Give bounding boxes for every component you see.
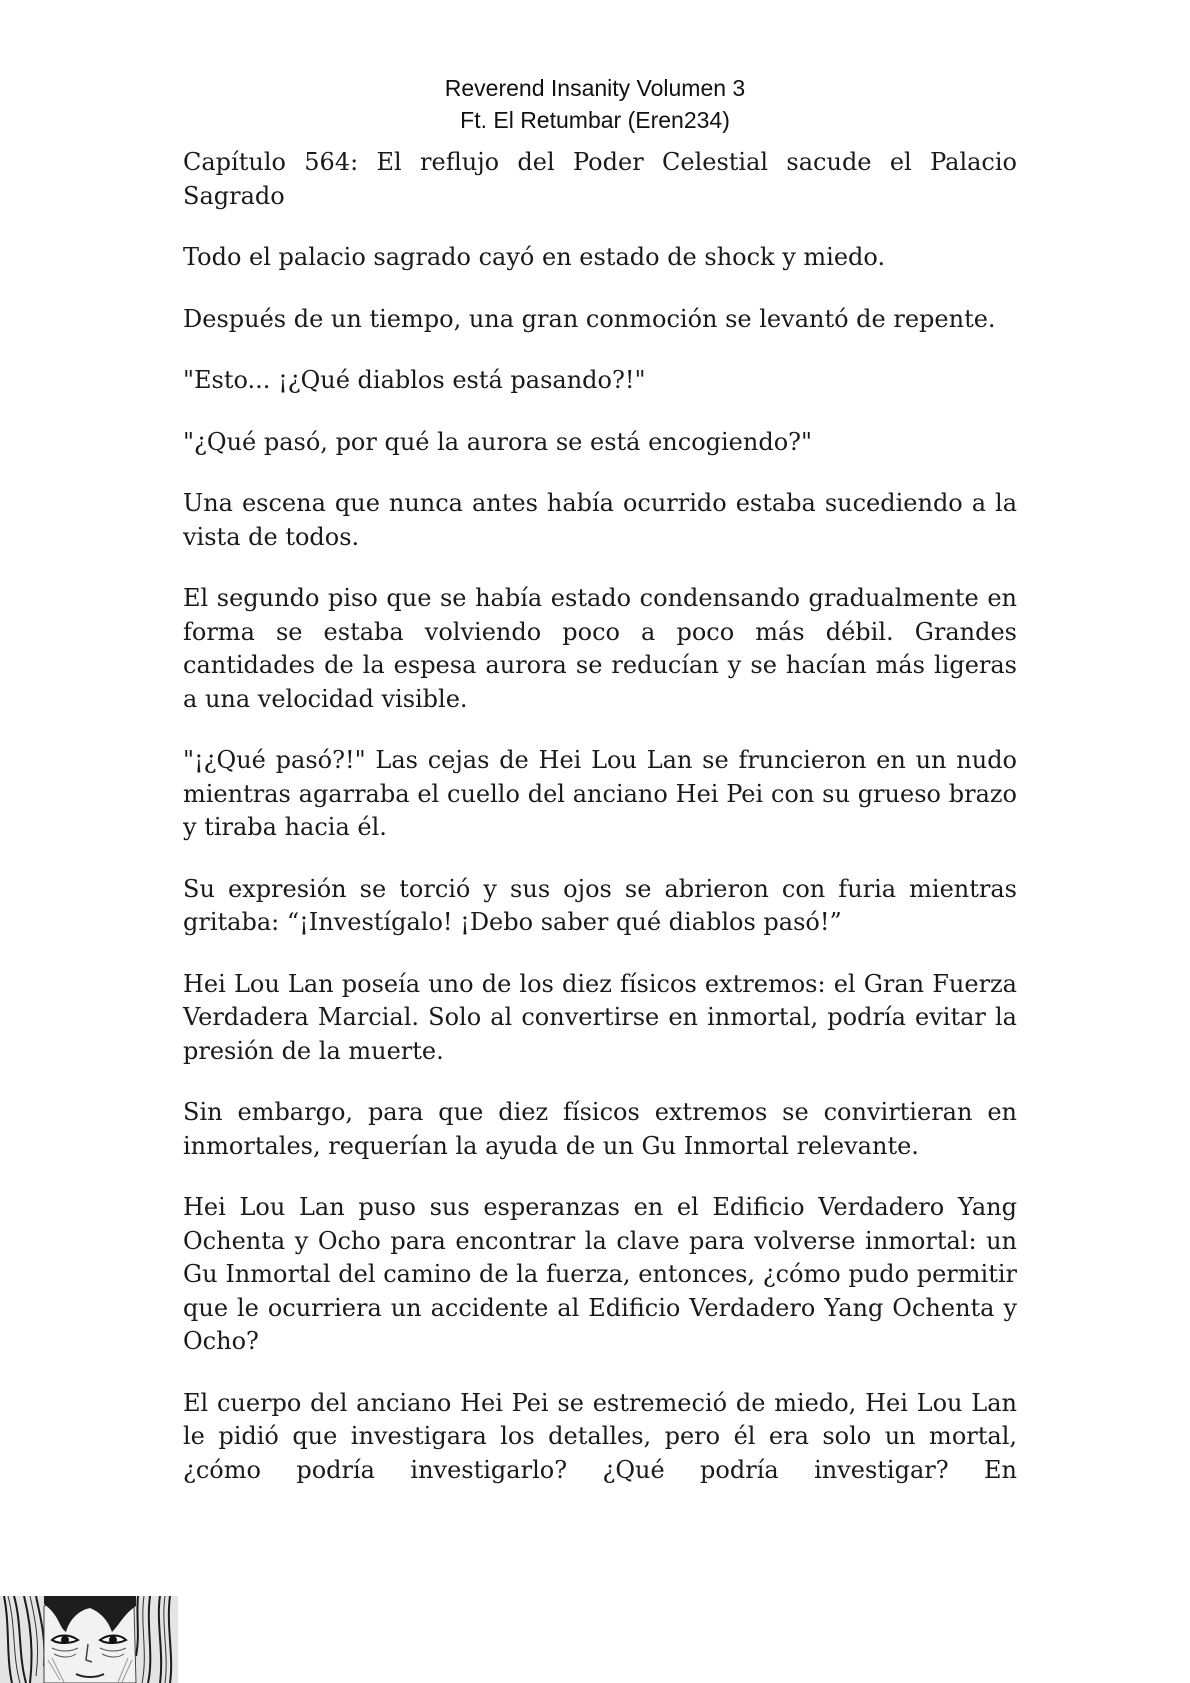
header-credit: Ft. El Retumbar (Eren234) xyxy=(460,107,730,133)
paragraph: "¿Qué pasó, por qué la aurora se está encogiendo?" xyxy=(183,427,813,456)
paragraph-continued: El cuerpo del anciano Hei Pei se estremeció de miedo, Hei Lou Lan le pidió que investigara los detalles, pero él era solo un mortal, ¿cómo podría investigarlo? ¿Qué podría investigar? En xyxy=(183,1388,1017,1484)
paragraph: "Esto... ¡¿Qué diablos está pasando?!" xyxy=(183,366,646,394)
paragraph: El segundo piso que se había estado condensando gradualmente en forma se estaba volviendo poco a poco más débil. Grandes cantidades de la espesa aurora se reducían y se hacían más ligeras a una velocidad visible. xyxy=(183,584,1017,713)
paragraph: Todo el palacio sagrado cayó en estado de shock y miedo. xyxy=(183,243,886,271)
manga-character-portrait-icon xyxy=(0,1596,178,1683)
paragraph: Sin embargo, para que diez físicos extremos se convirtieran en inmortales, requerían la ayuda de un Gu Inmortal relevante. xyxy=(183,1098,1017,1160)
paragraph: Después de un tiempo, una gran conmoción se levantó de repente. xyxy=(183,304,996,333)
paragraph: Su expresión se torció y sus ojos se abrieron con furia mientras gritaba: “¡Investígalo! ¡Debo saber qué diablos pasó!” xyxy=(183,874,1017,936)
chapter-title: Capítulo 564: El reflujo del Poder Celestial sacude el Palacio Sagrado xyxy=(183,148,1017,210)
header-title: Reverend Insanity Volumen 3 xyxy=(444,75,746,101)
chapter-body xyxy=(183,146,1017,1487)
paragraph: Una escena que nunca antes había ocurrido estaba sucediendo a la vista de todos. xyxy=(183,489,1017,551)
page-header xyxy=(0,72,1190,136)
paragraph: Hei Lou Lan puso sus esperanzas en el Edificio Verdadero Yang Ochenta y Ocho para encontrar la clave para volverse inmortal: un Gu Inmortal del camino de la fuerza, entonces, ¿cómo pudo permitir que le ocurriera un accidente al Edificio Verdadero Yang Ochenta y Ocho? xyxy=(183,1193,1017,1355)
paragraph: Hei Lou Lan poseía uno de los diez físicos extremos: el Gran Fuerza Verdadera Marcial. Solo al convertirse en inmortal, podría evitar la presión de la muerte. xyxy=(183,969,1017,1065)
paragraph: "¡¿Qué pasó?!" Las cejas de Hei Lou Lan se fruncieron en un nudo mientras agarraba el cuello del anciano Hei Pei con su grueso brazo y tiraba hacia él. xyxy=(183,746,1017,841)
